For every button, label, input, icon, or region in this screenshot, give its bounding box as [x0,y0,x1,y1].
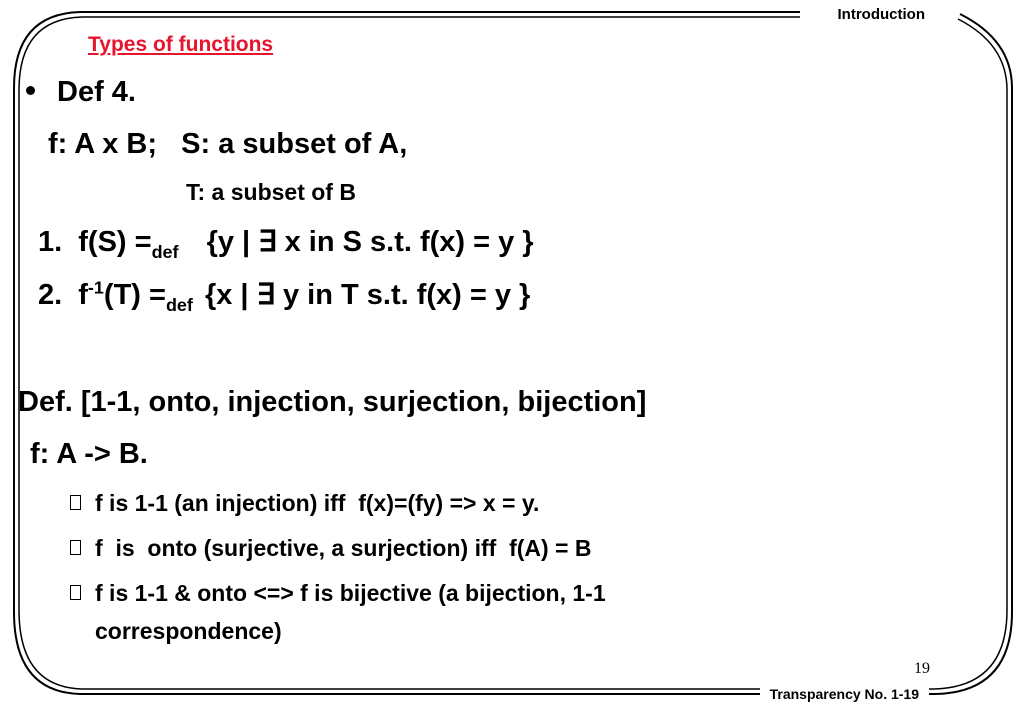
def-bullet-3: f is 1-1 & onto <=> f is bijective (a bijection, 1-1 [95,580,606,606]
def4-line-f: f: A x B; S: a subset of A, [48,128,408,160]
def4-heading [26,78,136,107]
item-2-def-subscript: def [165,294,193,315]
item-1-number: 1. [38,226,63,258]
def-terms-heading: Def. [1-1, onto, injection, surjection, bijection] [18,386,647,418]
item-1-rhs: {y | ∃ x in S s.t. f(x) = y } [206,226,534,258]
def4-heading-text: Def 4. [57,76,136,108]
def4-line-t: T: a subset of B [186,179,356,205]
item-2-f: f [78,279,88,311]
section-title: Types of functions [88,33,274,56]
footer-label: Transparency No. 1-19 [760,687,929,701]
def-terms-line-f: f: A -> B. [30,438,148,470]
item-2-inverse-superscript: -1 [87,277,104,298]
bullet-dot-icon [26,86,35,95]
sub-bullet-icon [70,540,81,555]
def4-item-2 [38,277,531,315]
page-number: 19 [914,660,930,677]
def-bullet-2: f is onto (surjective, a surjection) iff f(A) = B [95,535,592,561]
sub-bullet-icon [70,585,81,600]
def-bullet-3-continuation: correspondence) [95,618,282,644]
def4-item-1 [38,226,534,262]
item-2-lhs: (T) = [103,279,166,311]
item-1-lhs: f(S) = [78,226,152,258]
item-2-rhs: {x | ∃ y in T s.t. f(x) = y } [204,279,531,311]
item-1-def-subscript: def [151,241,179,262]
def-bullet-1: f is 1-1 (an injection) iff f(x)=(fy) => x = y. [95,490,540,516]
sub-bullet-icon [70,495,81,510]
header-label: Introduction [828,7,935,22]
item-2-number: 2. [38,279,63,311]
